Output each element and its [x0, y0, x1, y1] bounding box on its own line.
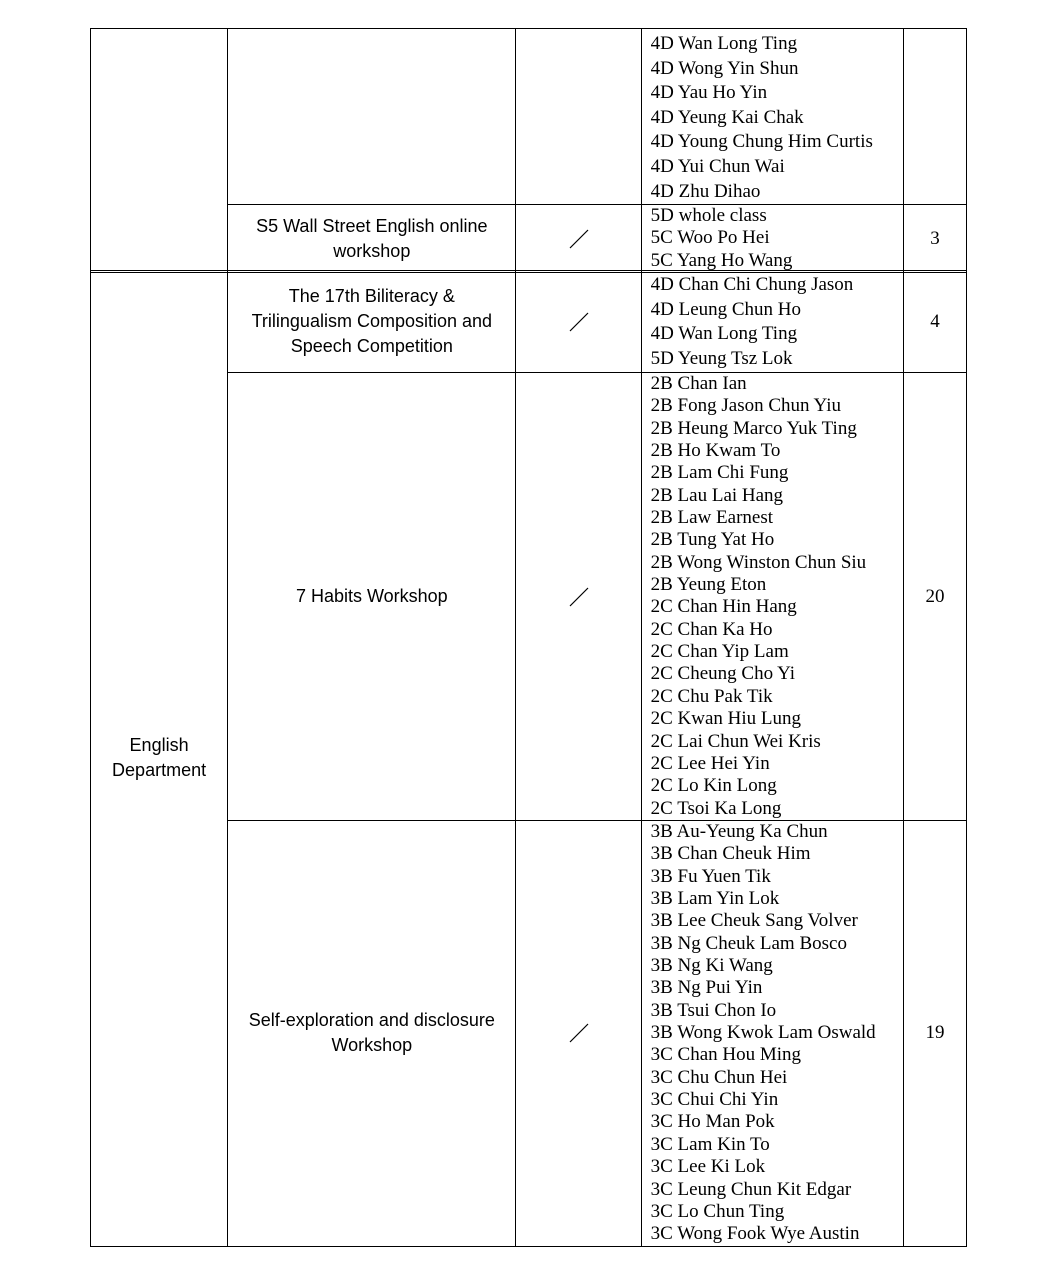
participant-name: 3B Chan Cheuk Him	[650, 843, 811, 865]
participant-name: 2C Chan Yip Lam	[650, 641, 789, 663]
department-cell: English Department	[91, 271, 228, 1247]
participant-name: 3C Lee Ki Lok	[650, 1156, 766, 1178]
department-cell	[91, 29, 228, 273]
participant-name: 4D Young Chung Him Curtis	[650, 131, 873, 153]
participant-name: 3B Wong Kwok Lam Oswald	[650, 1022, 876, 1044]
slash-mark-icon	[568, 228, 590, 250]
participant-name: 4D Wan Long Ting	[650, 33, 798, 54]
slash-mark-icon	[568, 311, 590, 333]
participants-table-continued	[90, 28, 967, 273]
participant-name: 4D Wong Yin Shun	[650, 57, 799, 79]
participant-list	[641, 29, 903, 205]
participant-name: 2B Heung Marco Yuk Ting	[650, 417, 857, 439]
participant-name: 3C Lo Chun Ting	[650, 1200, 785, 1222]
participant-name: 2B Chan Ian	[650, 373, 747, 394]
table-row	[91, 271, 967, 373]
count-cell: 3	[903, 205, 966, 273]
participant-name: 3B Ng Ki Wang	[650, 955, 773, 977]
participant-name: 2B Ho Kwam To	[650, 440, 781, 462]
participant-name: 2C Chan Ka Ho	[650, 618, 773, 640]
participant-name: 3B Ng Pui Yin	[650, 977, 763, 999]
participant-name: 4D Yui Chun Wai	[650, 155, 785, 177]
participant-name: 2C Lai Chun Wei Kris	[650, 730, 821, 752]
participant-list	[641, 205, 903, 273]
participant-name: 2C Cheung Cho Yi	[650, 663, 796, 685]
participant-name: 3B Lee Cheuk Sang Volver	[650, 910, 858, 932]
activity-cell: 7 Habits Workshop	[228, 373, 516, 821]
participant-name: 5C Woo Po Hei	[650, 227, 770, 249]
participant-name: 2B Wong Winston Chun Siu	[650, 551, 867, 573]
participant-name: 3C Leung Chun Kit Edgar	[650, 1178, 852, 1200]
slash-mark-icon	[568, 1022, 590, 1044]
participant-name: 3B Fu Yuen Tik	[650, 865, 771, 887]
participant-name: 3C Chui Chi Yin	[650, 1089, 779, 1111]
table-row	[91, 29, 967, 205]
participant-name: 2C Kwan Hiu Lung	[650, 708, 802, 730]
participant-name: 2C Tsoi Ka Long	[650, 797, 782, 819]
participant-name: 2C Lo Kin Long	[650, 775, 777, 797]
participant-name: 5C Yang Ho Wang	[650, 249, 793, 271]
participant-name: 4D Wan Long Ting	[650, 323, 798, 345]
participant-name: 2B Lau Lai Hang	[650, 484, 784, 506]
participant-name: 2C Lee Hei Yin	[650, 752, 770, 774]
remark-cell	[516, 271, 641, 373]
count-cell	[903, 29, 966, 205]
participant-name: 4D Chan Chi Chung Jason	[650, 274, 854, 295]
participant-name: 3C Ho Man Pok	[650, 1111, 775, 1133]
participant-name: 2C Chu Pak Tik	[650, 685, 773, 707]
english-department-table	[90, 270, 967, 1247]
participant-name: 4D Leung Chun Ho	[650, 298, 802, 320]
participant-name: 3B Ng Cheuk Lam Bosco	[650, 932, 847, 954]
participant-name: 5D whole class	[650, 205, 767, 227]
participant-name: 3B Lam Yin Lok	[650, 888, 780, 910]
remark-cell	[516, 373, 641, 821]
remark-cell	[516, 29, 641, 205]
remark-cell	[516, 205, 641, 273]
participant-name: 2B Tung Yat Ho	[650, 529, 775, 551]
slash-mark-icon	[568, 586, 590, 608]
participant-name: 5D Yeung Tsz Lok	[650, 348, 793, 370]
participant-name: 3C Chu Chun Hei	[650, 1066, 788, 1088]
remark-cell	[516, 821, 641, 1247]
participant-name: 3B Au-Yeung Ka Chun	[650, 821, 828, 842]
participant-name: 4D Yeung Kai Chak	[650, 106, 804, 128]
count-cell: 4	[903, 271, 966, 373]
participant-name: 3C Chan Hou Ming	[650, 1044, 802, 1066]
participant-name: 2B Fong Jason Chun Yiu	[650, 395, 842, 417]
activity-cell: S5 Wall Street English online workshop	[228, 205, 516, 273]
participant-name: 3B Tsui Chon Io	[650, 999, 777, 1021]
participant-name: 2B Lam Chi Fung	[650, 462, 789, 484]
participant-name: 3C Wong Fook Wye Austin	[650, 1223, 860, 1245]
participant-list	[641, 271, 903, 373]
participant-name: 4D Zhu Dihao	[650, 180, 761, 202]
participant-name: 2B Yeung Eton	[650, 574, 767, 596]
activity-cell	[228, 29, 516, 205]
participant-name: 2B Law Earnest	[650, 507, 774, 529]
activity-cell: The 17th Biliteracy & Trilingualism Composition and Speech Competition	[228, 271, 516, 373]
participant-list	[641, 373, 903, 821]
participant-name: 4D Yau Ho Yin	[650, 82, 768, 104]
participant-name: 2C Chan Hin Hang	[650, 596, 797, 618]
participant-list	[641, 821, 903, 1247]
activity-cell: Self-exploration and disclosure Workshop	[228, 821, 516, 1247]
participant-name: 3C Lam Kin To	[650, 1133, 770, 1155]
count-cell: 20	[903, 373, 966, 821]
count-cell: 19	[903, 821, 966, 1247]
